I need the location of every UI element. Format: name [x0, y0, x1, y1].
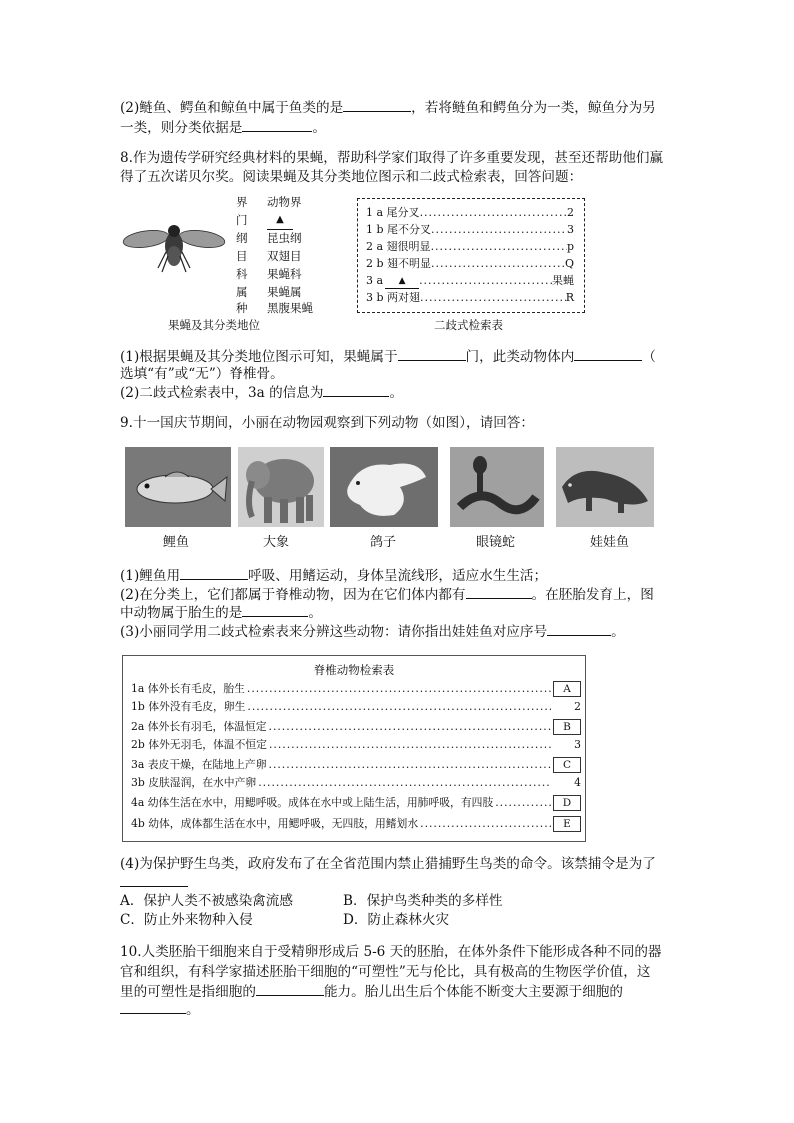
q8-intro-line2: 得了五次诺贝尔奖。阅读果蝇及其分类地位图示和二歧式检索表，回答问题： [120, 169, 583, 185]
option-d[interactable]: D．防止森林火灾 [343, 912, 450, 928]
fruit-fly-image [122, 222, 226, 274]
table-row: 4a 幼体生活在水中，用鳃呼吸。成体在水中或上陆生活，用肺呼吸，有四肢 ..... D [131, 795, 581, 811]
animal-label: 鸽子 [370, 535, 397, 550]
answer-blank[interactable] [466, 585, 532, 599]
answer-blank[interactable] [242, 118, 312, 132]
key-row: 1 b 尾不分叉 ..... 3 [366, 223, 574, 237]
taxonomy-rank: 界 [236, 195, 248, 209]
option-b[interactable]: B．保护鸟类种类的多样性 [343, 893, 503, 909]
cobra-image [450, 447, 544, 527]
table-row: 2a 体外长有羽毛，体温恒定 ..... B [131, 719, 581, 735]
q9-sub3: (3)小丽同学用二歧式检索表来分辨这些动物：请你指出娃娃鱼对应序号 。 [120, 624, 625, 640]
q10-line2: 官和组织，有科学家描述胚胎干细胞的“可塑性”无与伦比，具有极高的生物医学价值，这 [120, 964, 651, 980]
taxonomy-name: 果蝇科 [267, 267, 302, 281]
taxonomy-rank: 种 [236, 301, 248, 315]
key-row: 2 a 翅很明显 ..... p [366, 240, 574, 254]
answer-blank[interactable] [120, 873, 188, 887]
q9-sub2-line2: 中动物属于胎生的是 。 [120, 605, 322, 621]
animal-label: 鲤鱼 [163, 535, 190, 550]
key-row: 3 b 两对翅 ..... R [366, 291, 574, 305]
elephant-image [238, 447, 324, 527]
q10-line3: 里的可塑性是指细胞的 能力。胎儿出生后个体能不断变大主要源于细胞的 [120, 984, 623, 1000]
table-title: 脊椎动物检索表 [313, 663, 395, 677]
answer-blank[interactable] [398, 347, 466, 361]
answer-blank[interactable] [574, 347, 642, 361]
taxonomy-name: 黑腹果蝇 [267, 301, 313, 315]
taxonomy-rank: 目 [236, 249, 248, 263]
taxonomy-name: 动物界 [267, 195, 302, 209]
q10-line4: 。 [120, 1000, 200, 1019]
animal-label: 眼镜蛇 [476, 535, 516, 550]
answer-blank[interactable] [120, 1000, 186, 1014]
key-caption: 二歧式检索表 [434, 318, 503, 332]
carp-image [125, 447, 231, 527]
q7-line1: (2)鲢鱼、鳄鱼和鲸鱼中属于鱼类的是 ，若将鲢鱼和鳄鱼分为一类，鲸鱼分为另 [120, 100, 656, 116]
q9-sub1: (1)鲤鱼用 呼吸、用鳍运动，身体呈流线形，适应水生生活； [120, 568, 548, 584]
taxonomy-name: 果蝇属 [267, 285, 302, 299]
answer-blank[interactable] [180, 566, 248, 580]
giant-salamander-image [556, 447, 654, 527]
answer-blank[interactable] [547, 622, 611, 636]
q8-sub2: (2)二歧式检索表中，3a 的信息为 。 [120, 385, 404, 401]
table-row: 1b 体外没有毛皮，卵生 ..... 2 [131, 700, 581, 714]
q9-intro: 9.十一国庆节期间，小丽在动物园观察到下列动物（如图），请回答： [120, 415, 534, 431]
table-row: 2b 体外无羽毛，体温不恒定 ..... 3 [131, 738, 581, 752]
table-row: 4b 幼体，成体都生活在水中，用鳃呼吸，无四肢，用鳍划水 ..... E [131, 816, 581, 832]
taxonomy-rank: 科 [236, 267, 248, 281]
taxonomy-name: ▲ [267, 211, 293, 230]
taxonomy-rank: 门 [236, 213, 248, 227]
taxonomy-name: 昆虫纲 [267, 231, 302, 245]
key-row: 3 a ▲ ..... 果蝇 [366, 274, 574, 289]
option-a[interactable]: A．保护人类不被感染禽流感 [120, 893, 293, 909]
answer-blank[interactable] [242, 603, 308, 617]
pigeon-image [330, 447, 438, 527]
table-row: 3a 表皮干燥，在陆地上产卵 ..... C [131, 757, 581, 773]
q8-sub1-line1: (1)根据果蝇及其分类地位图示可知，果蝇属于 门，此类动物体内 （ [120, 349, 656, 365]
animal-label: 大象 [263, 535, 290, 550]
key-row: 2 b 翅不明显 ..... Q [366, 257, 574, 271]
q9-sub2-line1: (2)在分类上，它们都属于脊椎动物，因为在它们体内都有 。在胚胎发育上，图 [120, 587, 654, 603]
table-row: 3b 皮肤湿润，在水中产卵 ..... 4 [131, 776, 581, 790]
answer-blank[interactable] [343, 98, 411, 112]
fly-caption: 果蝇及其分类地位 [168, 318, 260, 332]
q7-line2: 一类，则分类依据是 。 [120, 120, 326, 136]
q9-sub4: (4)为保护野生鸟类，政府发布了在全省范围内禁止猎捕野生鸟类的命令。该禁捕令是为了 [120, 856, 656, 872]
q10-line1: 10.人类胚胎干细胞来自于受精卵形成后 5-6 天的胚胎，在体外条件下能形成各种不同的器 [120, 944, 662, 960]
dichotomous-key [357, 198, 585, 313]
taxonomy-name: 双翅目 [267, 249, 302, 263]
q8-intro-line1: 8.作为遗传学研究经典材料的果蝇，帮助科学家们取得了许多重要发现，甚至还帮助他们赢 [120, 150, 664, 166]
vertebrate-key-table [122, 655, 586, 842]
answer-blank[interactable] [256, 982, 324, 996]
answer-blank[interactable] [323, 383, 389, 397]
animal-label: 娃娃鱼 [590, 535, 630, 550]
table-row: 1a 体外长有毛皮，胎生 ..... A [131, 681, 581, 697]
key-row: 1 a 尾分叉 ..... 2 [366, 206, 574, 220]
q8-sub1-line2: 选填“有”或“无”）脊椎骨。 [120, 366, 284, 382]
taxonomy-rank: 属 [236, 285, 248, 299]
option-c[interactable]: C．防止外来物种入侵 [120, 912, 253, 928]
taxonomy-rank: 纲 [236, 231, 248, 245]
